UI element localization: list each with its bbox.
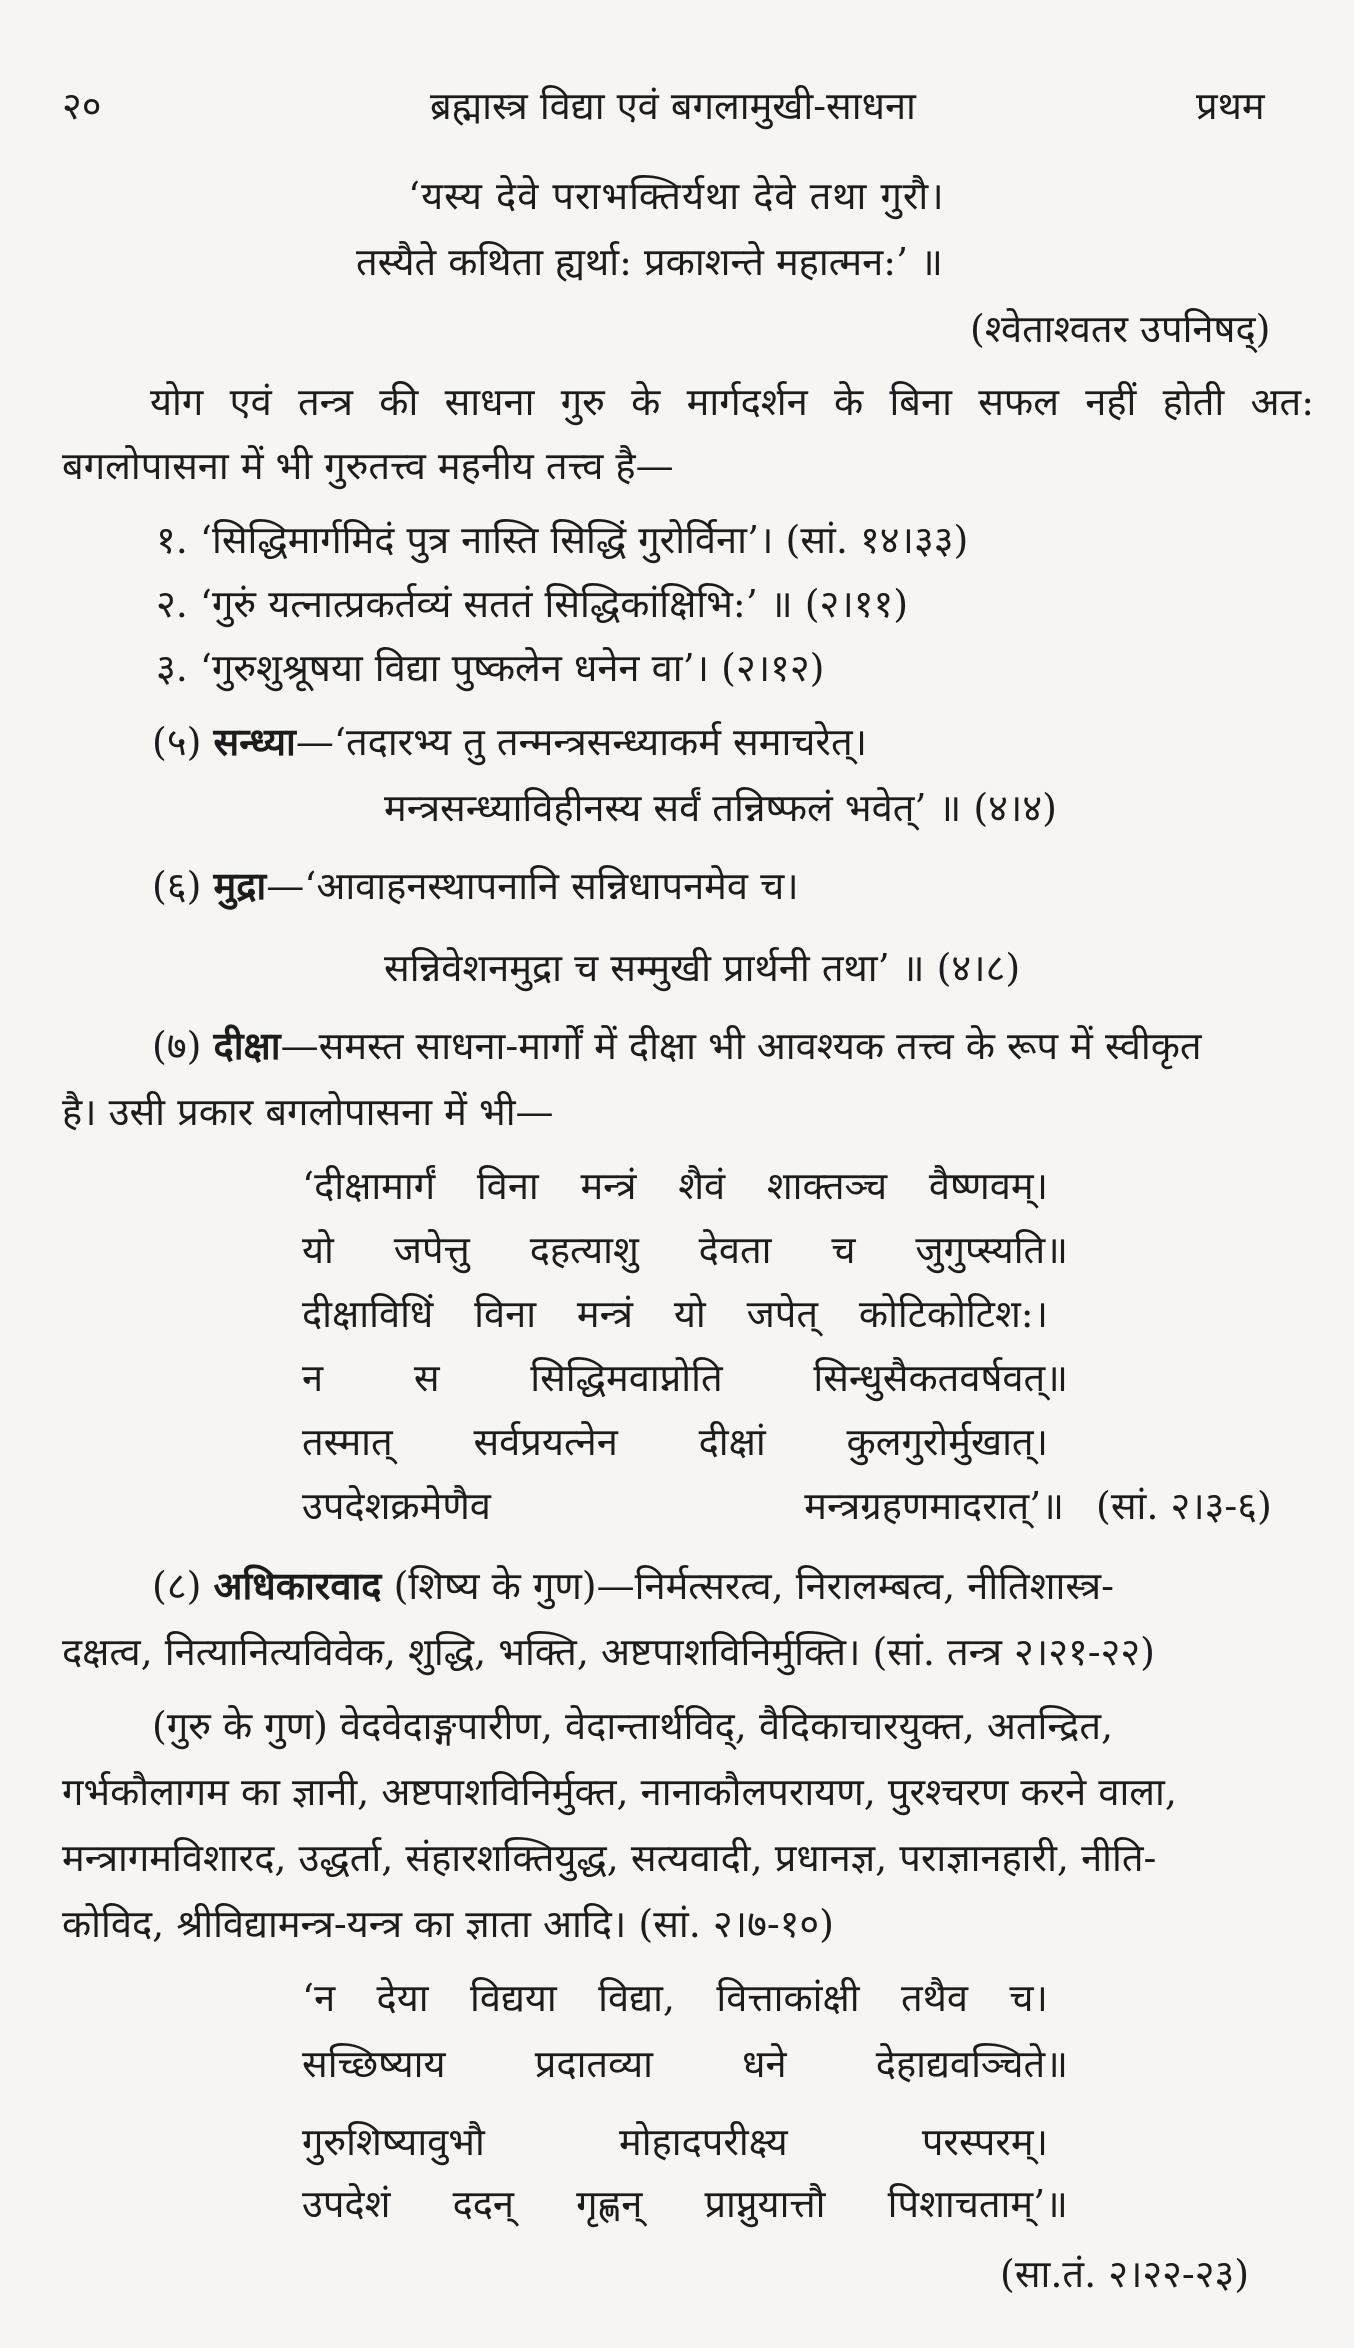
word: शाक्तञ्च (766, 1164, 888, 1208)
word: तस्मात् (302, 1420, 393, 1464)
list-item-3: ३. ‘गुरुशुश्रूषया विद्या पुष्कलेन धनेन वा’। (२।१२) (156, 646, 825, 690)
word: प्राप्नुयात्तौ (704, 2182, 826, 2226)
last-verse-line1 (302, 1974, 1048, 2022)
sandhya-line1 (152, 718, 867, 766)
mudra-term: मुद्रा (213, 863, 267, 908)
diksha-verse-line2 (302, 1226, 1068, 1274)
word: ‘दीक्षामार्गं (302, 1164, 436, 1208)
word: दीक्षां (698, 1420, 766, 1464)
adhikaravad-term: अधिकारवाद (213, 1563, 382, 1608)
last-verse-line4 (302, 2180, 1068, 2228)
sandhya-number: (५) (152, 720, 202, 764)
verse1-line2: तस्यैते कथिता ह्यर्था: प्रकाशन्ते महात्मन:’ ॥ (356, 240, 943, 284)
word: वित्ताकांक्षी (716, 1976, 860, 2020)
mudra-line1 (152, 862, 799, 910)
mudra-line2: सन्निवेशनमुद्रा च सम्मुखी प्रार्थनी तथा’ ॥ (४।८) (384, 946, 1021, 990)
word: परस्परम्। (921, 2120, 1048, 2164)
word: दहत्याशु (529, 1228, 639, 1272)
page-number: २० (62, 84, 102, 128)
guru-gun-line2: गर्भकौलागम का ज्ञानी, अष्टपाशविनिर्मुक्त, नानाकौलपरायण, पुरश्चरण करने वाला, (62, 1770, 1177, 1814)
word: विद्या, (598, 1976, 675, 2020)
sandhya-line2: मन्त्रसन्ध्याविहीनस्य सर्वं तन्निष्फलं भवेत्’ ॥ (४।४) (384, 786, 1057, 830)
word: सिद्धिमवाप्नोति (530, 1356, 723, 1400)
adhikaravad-line2: दक्षत्व, नित्यानित्यविवेक, शुद्धि, भक्ति, अष्टपाशविनिर्मुक्ति। (सां. तन्त्र २।२१-२२) (62, 1630, 1155, 1674)
diksha-verse-line5 (302, 1418, 1048, 1466)
last-verse-source: (सा.तं. २।२२-२३) (1000, 2252, 1250, 2296)
diksha-line2: है। उसी प्रकार बगलोपासना में भी— (62, 1090, 554, 1134)
word: सिन्धुसैकतवर्षवत्॥ (813, 1356, 1068, 1400)
para1-line1: योग एवं तन्त्र की साधना गुरु के मार्गदर्शन के बिना सफल नहीं होती अत: (150, 380, 1314, 424)
diksha-text: —समस्त साधना-मार्गों में दीक्षा भी आवश्यक तत्त्व के रूप में स्वीकृत (280, 1024, 1202, 1068)
diksha-verse-line1 (302, 1162, 1048, 1210)
word: च (831, 1228, 856, 1272)
word: धने (742, 2042, 787, 2086)
diksha-verse-line3 (302, 1290, 1048, 1338)
word: जुगुप्स्यति॥ (915, 1228, 1068, 1272)
chapter-label: प्रथम (1196, 84, 1265, 128)
diksha-verse-line6 (302, 1482, 1064, 1530)
word: देहाद्यवञ्चिते॥ (875, 2042, 1068, 2086)
word: गुरुशिष्यावुभौ (302, 2120, 485, 2164)
word: मन्त्रं (580, 1164, 637, 1208)
word: देवता (698, 1228, 772, 1272)
diksha-line1 (152, 1022, 1202, 1070)
diksha-source: (सां. २।३-६) (1096, 1484, 1272, 1528)
para1-line2: बगलोपासना में भी गुरुतत्त्व महनीय तत्त्व है— (62, 444, 674, 488)
list-item-2: २. ‘गुरुं यत्नात्प्रकर्तव्यं सततं सिद्धिकांक्षिभि:’ ॥ (२।११) (156, 582, 909, 626)
verse1-source: (श्वेताश्वतर उपनिषद्) (970, 307, 1271, 351)
guru-gun-line1: (गुरु के गुण) वेदवेदाङ्गपारीण, वेदान्तार्थविद्, वैदिकाचारयुक्त, अतन्द्रित, (152, 1704, 1114, 1748)
word: मोहादपरीक्ष्य (619, 2120, 788, 2164)
word: स (413, 1356, 440, 1400)
word: वैष्णवम्। (928, 1164, 1048, 1208)
word: कुलगुरोर्मुखात्। (846, 1420, 1048, 1464)
word: विना (476, 1164, 539, 1208)
guru-gun-line4: कोविद, श्रीविद्यामन्त्र-यन्त्र का ज्ञाता आदि। (सां. २।७-१०) (62, 1902, 835, 1946)
word: उपदेशक्रमेणैव (302, 1484, 491, 1528)
adhikaravad-text: (शिष्य के गुण)—निर्मत्सरत्व, निरालम्बत्व, नीतिशास्त्र- (381, 1564, 1114, 1608)
word: गृह्णन् (576, 2182, 643, 2226)
sandhya-text: —‘तदारभ्य तु तन्मन्त्रसन्ध्याकर्म समाचरेत्। (295, 720, 868, 764)
word: न (302, 1356, 324, 1400)
word: शैवं (678, 1164, 726, 1208)
mudra-number: (६) (152, 864, 202, 908)
word: कोटिकोटिश:। (858, 1292, 1048, 1336)
word: यो (673, 1292, 706, 1336)
word: पिशाचताम्’॥ (887, 2182, 1068, 2226)
word: प्रदातव्या (534, 2042, 653, 2086)
verse1-line1: ‘यस्य देवे पराभक्तिर्यथा देवे तथा गुरौ। (408, 174, 945, 218)
word: ददन् (452, 2182, 515, 2226)
last-verse-line2 (302, 2040, 1068, 2088)
word: ‘न (302, 1976, 336, 2020)
page-title: ब्रह्मास्त्र विद्या एवं बगलामुखी-साधना (430, 84, 916, 128)
diksha-number: (७) (152, 1024, 202, 1068)
word: यो (302, 1228, 334, 1272)
word: सर्वप्रयत्नेन (473, 1420, 618, 1464)
adhikaravad-number: (८) (152, 1564, 202, 1608)
word: मन्त्रग्रहणमादरात्’॥ (804, 1484, 1064, 1528)
word: विद्यया (469, 1976, 557, 2020)
word: जपेत्तु (393, 1228, 470, 1272)
word: उपदेशं (302, 2182, 391, 2226)
word: तथैव (900, 1976, 969, 2020)
word: देया (376, 1976, 429, 2020)
guru-gun-line3: मन्त्रागमविशारद, उद्धर्ता, संहारशक्तियुद्ध, सत्यवादी, प्रधानज्ञ, पराज्ञानहारी, नीति- (62, 1836, 1157, 1880)
word: च। (1009, 1976, 1048, 2020)
word: दीक्षाविधिं (302, 1292, 434, 1336)
adhikaravad-line1 (152, 1562, 1314, 1610)
sandhya-term: सन्ध्या (213, 719, 296, 764)
word: जपेत् (746, 1292, 819, 1336)
diksha-verse-line4 (302, 1354, 1068, 1402)
list-item-1: १. ‘सिद्धिमार्गमिदं पुत्र नास्ति सिद्धिं गुरोर्विना’। (सां. १४।३३) (156, 518, 969, 562)
word: विना (474, 1292, 537, 1336)
word: सच्छिष्याय (302, 2042, 446, 2086)
word: मन्त्रं (576, 1292, 633, 1336)
diksha-term: दीक्षा (213, 1023, 281, 1068)
mudra-text: —‘आवाहनस्थापनानि सन्निधापनमेव च। (266, 864, 799, 908)
last-verse-line3 (302, 2118, 1048, 2166)
